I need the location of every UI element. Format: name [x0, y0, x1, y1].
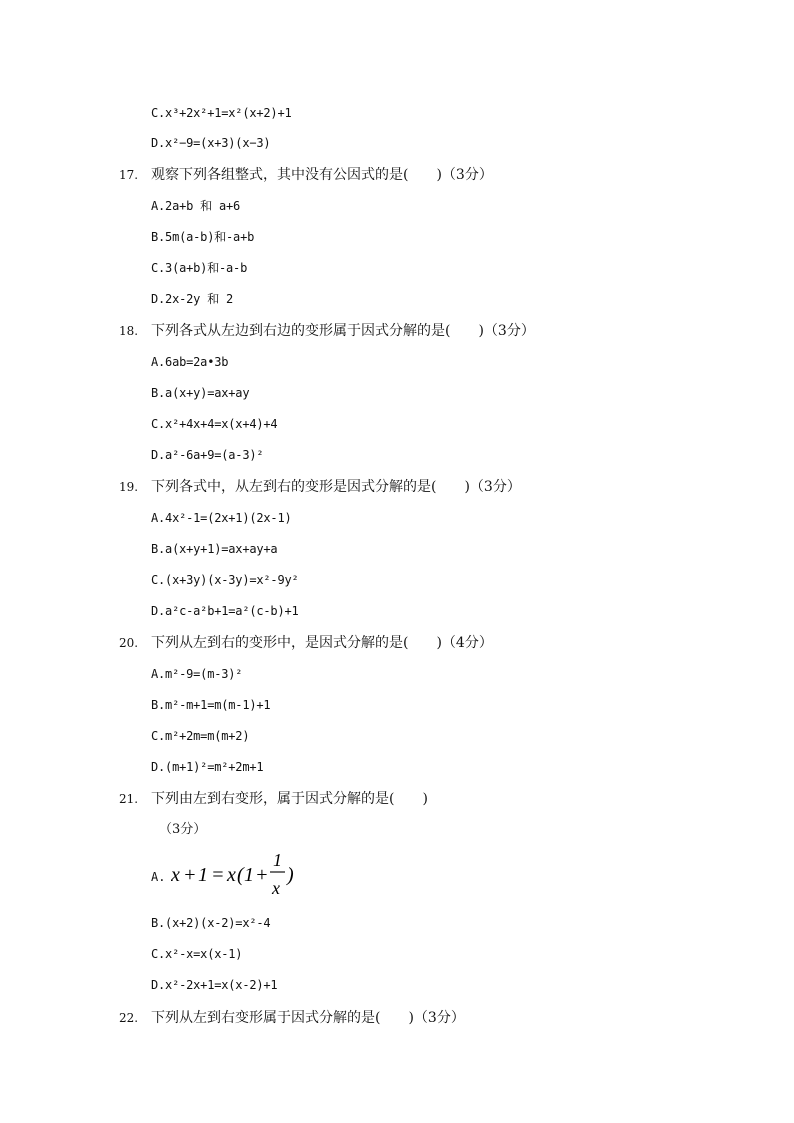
option-b: B.a(x+y+1)=ax+ay+a [151, 542, 278, 556]
option-a-label: A. [151, 870, 166, 884]
svg-text:1: 1 [198, 864, 208, 886]
question-score: （3分） [159, 822, 207, 837]
svg-text:1: 1 [273, 850, 282, 870]
question-text: 下列从左到右的变形中，是因式分解的是( )（4分） [151, 635, 493, 651]
option-a: A.2a+b 和 a+6 [151, 199, 241, 213]
question-17 [119, 168, 493, 182]
question-text: 下列从左到右变形属于因式分解的是( )（3分） [151, 1010, 465, 1026]
option-b: B.5m(a-b)和-a+b [151, 230, 255, 244]
option-d: D.a²c-a²b+1=a²(c-b)+1 [151, 604, 299, 618]
option-d: D.x²−9=(x+3)(x−3) [151, 136, 271, 150]
option-a-formula [171, 848, 301, 900]
option-d: D.(m+1)²=m²+2m+1 [151, 760, 264, 774]
question-number: 20. [119, 636, 139, 650]
question-text: 观察下列各组整式，其中没有公因式的是( )（3分） [151, 167, 493, 183]
option-c: C.3(a+b)和-a-b [151, 261, 248, 275]
svg-text:x: x [227, 864, 236, 886]
option-b: B.m²-m+1=m(m-1)+1 [151, 698, 271, 712]
question-number: 21. [119, 792, 139, 806]
option-b: B.a(x+y)=ax+ay [151, 386, 250, 400]
option-c: C.x²+4x+4=x(x+4)+4 [151, 417, 278, 431]
svg-text:x: x [272, 878, 280, 898]
svg-text:(: ( [237, 864, 244, 886]
svg-text:=: = [211, 864, 225, 886]
question-number: 22. [119, 1011, 139, 1025]
option-c: C.m²+2m=m(m+2) [151, 729, 250, 743]
option-c: C.(x+3y)(x-3y)=x²-9y² [151, 573, 299, 587]
svg-text:+: + [183, 864, 197, 886]
question-18 [119, 324, 535, 338]
option-c: C.x²-x=x(x-1) [151, 947, 243, 961]
svg-text:): ) [287, 864, 294, 886]
option-d: D.2x-2y 和 2 [151, 292, 234, 306]
option-a: A.6ab=2a•3b [151, 355, 229, 369]
option-b: B.(x+2)(x-2)=x²-4 [151, 916, 271, 930]
option-c: C.x³+2x²+1=x²(x+2)+1 [151, 106, 292, 120]
option-a: A.4x²-1=(2x+1)(2x-1) [151, 511, 292, 525]
question-19 [119, 480, 521, 494]
question-21 [119, 792, 428, 806]
question-number: 17. [119, 168, 139, 182]
option-d: D.a²-6a+9=(a-3)² [151, 448, 264, 462]
question-22 [119, 1011, 465, 1025]
question-number: 19. [119, 480, 139, 494]
question-20 [119, 636, 493, 650]
question-number: 18. [119, 324, 139, 338]
svg-text:+: + [255, 864, 269, 886]
question-text: 下列各式中，从左到右的变形是因式分解的是( )（3分） [151, 479, 521, 495]
question-text: 下列各式从左边到右边的变形属于因式分解的是( )（3分） [151, 323, 535, 339]
svg-text:1: 1 [244, 864, 254, 886]
option-a: A.m²-9=(m-3)² [151, 667, 243, 681]
svg-text:x: x [171, 864, 180, 886]
question-text: 下列由左到右变形，属于因式分解的是( ) [151, 791, 428, 807]
option-d: D.x²-2x+1=x(x-2)+1 [151, 978, 278, 992]
